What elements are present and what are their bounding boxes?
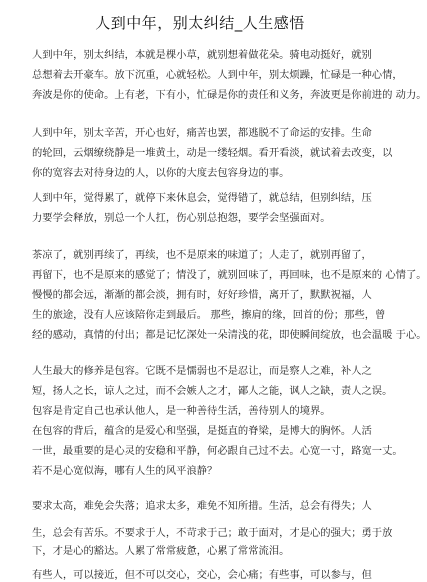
text-line: 人到中年，别太纠结，本就是棵小草，就别想着做花朵。骑电动挺好，就别 (32, 49, 372, 61)
text-line: 再留下，也不是原来的感觉了；情没了，就别回味了，再回味，也不是原来的 心情了。 (32, 269, 427, 281)
text-line: 茶凉了，就别再续了，再续，也不是原来的味道了；人走了，就别再留了， (32, 249, 372, 261)
text-line: 力要学会释放，别总一个人扛，伤心别总抱怨，要学会坚强面对。 (32, 212, 331, 224)
text-line: 人到中年，别太辛苦，开心也好，痛苦也罢，都逃脱不了命运的安排。生命 (32, 127, 372, 139)
text-line: 包容是肯定自己也承认他人，是一种善待生活，善待别人的境界。 (32, 405, 331, 417)
text-line: 有些人，可以接近，但不可以交心，交心，会心痛；有些事，可以参与，但 (32, 569, 372, 581)
text-line: 在包容的背后，蕴含的是爱心和坚强，是挺直的脊梁，是博大的胸怀。人活 (32, 425, 372, 437)
text-line: 奔波是你的使命。上有老，下有小，忙碌是你的责任和义务，奔波更是你前进的 动力。 (32, 89, 427, 101)
text-line: 经的感动，真情的付出；都是记忆深处一朵清浅的花，即使瞬间绽放，也会温暖 于心。 (32, 329, 427, 341)
document-title: 人到中年，别太纠结_人生感悟 (95, 14, 305, 32)
text-line: 若不是心宽似海，哪有人生的风平浪静？ (32, 465, 218, 477)
text-line: 短，扬人之长，谅人之过，而不会嫉人之才，鄙人之能，讽人之缺，责人之误。 (32, 385, 393, 397)
text-line: 下，才是心的豁达。人累了常常疲惫，心累了常常流泪。 (32, 545, 290, 557)
text-line: 慢慢的都会远，渐渐的都会淡，拥有时，好好珍惜，离开了，默默祝福，人 (32, 289, 372, 301)
text-line: 生，总会有苦乐。不要求于人，不苛求于己；敢于面对，才是心的强大；勇于放 (32, 527, 393, 539)
text-line: 的轮回，云烟缭绕静是一堆黄土，动是一缕轻烟。看开看淡，就试着去改变，以 (32, 147, 393, 159)
text-line: 人生最大的修养是包容。它既不是懦弱也不是忍让，而是察人之难，补人之 (32, 365, 372, 377)
text-line: 你的宽容去对待身边的人，以你的大度去包容身边的事。 (32, 167, 290, 179)
text-line: 一世，最重要的是心灵的安稳和平静，何必跟自己过不去。心宽一寸，路宽一丈。 (32, 445, 403, 457)
text-line: 总想着去开豪车。放下沉重，心就轻松。人到中年，别太烦躁，忙碌是一种心情， (32, 69, 403, 81)
text-line: 生的旅途，没有人应该陪你走到最后。 那些，擦肩的缘，回首的份；那些，曾 (32, 309, 386, 321)
text-line: 人到中年，觉得累了，就停下来休息会，觉得错了，就总结，但别纠结，压 (32, 192, 372, 204)
text-line: 要求太高，难免会失落；追求太多，难免不知所措。生活，总会有得失；人 (32, 500, 372, 512)
